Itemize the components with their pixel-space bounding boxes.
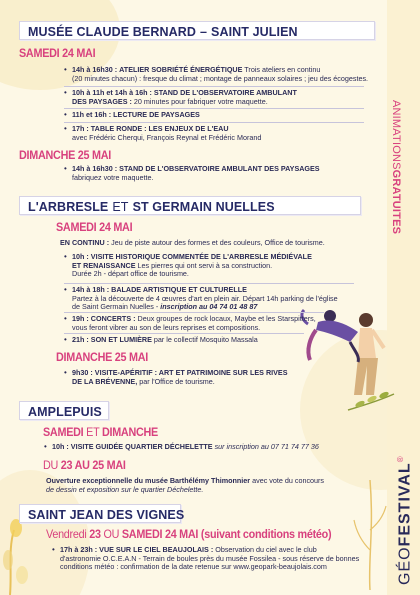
event-item [64, 65, 372, 83]
event-item [60, 239, 360, 248]
event-desc: Trois ateliers en continu [244, 65, 321, 74]
brand-part2: FESTIVAL [396, 462, 414, 547]
title-separator: – [199, 25, 208, 39]
bullet: • [64, 164, 67, 173]
event-time: 11h et 16h : [72, 110, 112, 119]
event-desc: inscription au 04 74 01 48 87 [160, 302, 258, 312]
day-heading [43, 458, 126, 472]
event-name: DE LA BRÉVENNE, [72, 376, 138, 386]
day-label: 23 AU 25 MAI [60, 458, 126, 472]
event-desc: de dessin et exposition sur le quartier Déchelette. [46, 484, 204, 494]
event-name: DES PAYSAGES : [72, 96, 132, 106]
event-time: 9h30 : [72, 368, 93, 377]
bullet: • [52, 545, 55, 554]
bullet: • [64, 252, 67, 261]
day-label: DIMANCHE 25 MAI [56, 350, 148, 364]
divider [64, 108, 364, 109]
event-name: VISITE-APÉRITIF : ART ET PATRIMOINE SUR LES RIVES [94, 368, 288, 377]
divider [64, 312, 324, 313]
day-label: DIMANCHE [101, 425, 158, 439]
section-header-arbresle [19, 196, 361, 215]
event-item [64, 110, 372, 120]
day-note: (suivant conditions météo) [200, 527, 332, 541]
divider [64, 122, 364, 123]
event-desc: sur inscription au 07 71 74 77 36 [214, 442, 319, 451]
day-heading [56, 220, 132, 234]
section-title: AMPLEPUIS [28, 405, 102, 419]
event-time: 21h : [72, 335, 89, 344]
event-item [64, 368, 372, 386]
day-heading [46, 527, 331, 541]
event-time: 10h : [72, 252, 89, 261]
event-name: LECTURE DE PAYSAGES [113, 110, 200, 119]
day-heading [56, 350, 148, 364]
brand-mark: ® [396, 455, 405, 463]
day-label: DIMANCHE 25 MAI [19, 148, 111, 162]
event-name: ET RENAISSANCE [72, 260, 136, 270]
day-label: 23 [89, 527, 101, 541]
event-desc: conditions météo : confirmation de la date retenue sur www.geopark-beaujolais.com [60, 562, 327, 572]
event-item [52, 545, 382, 572]
event-desc: par le collectif Mosquito Massala [153, 335, 258, 344]
day-connector: DU [43, 458, 59, 472]
event-item [64, 314, 372, 332]
bullet: • [64, 65, 67, 74]
day-label: SAMEDI 24 MAI [19, 46, 96, 60]
title-connector: ET [112, 200, 129, 214]
event-desc: d'astronomie O.C.E.A.N - Terrain de boules près du musée Fossilea - sous réserve de bonnes [60, 553, 360, 563]
event-desc: par l'Office de tourisme. [139, 376, 215, 386]
event-name: TABLE RONDE : LES ENJEUX DE L'EAU [90, 124, 229, 133]
free-activities-label [390, 100, 402, 234]
event-name: VUE SUR LE CIEL BEAUJOLAIS : [99, 545, 214, 554]
section-title: MUSÉE CLAUDE BERNARD [28, 25, 196, 39]
side-label-part1: ANIMATIONS [390, 100, 402, 170]
event-item [46, 477, 376, 494]
event-name: STAND DE L'OBSERVATOIRE AMBULANT [153, 88, 297, 97]
event-time: 10h : [52, 442, 69, 451]
day-connector: ET [86, 425, 100, 439]
event-time: 17h : [72, 124, 89, 133]
bullet: • [64, 88, 67, 97]
event-desc: avec vote du concours [252, 476, 325, 485]
event-item [64, 124, 372, 142]
event-item [64, 335, 372, 345]
event-time: 14h à 16h30 : [72, 65, 118, 74]
event-time: 14h à 18h : [72, 285, 110, 294]
event-time: 19h : [72, 314, 89, 323]
side-label-part2: GRATUITES [390, 169, 402, 235]
day-label: SAMEDI [43, 425, 84, 439]
event-desc: Observation du ciel avec le club [215, 545, 317, 554]
brand-part1: GÉO [396, 546, 414, 585]
divider [64, 333, 304, 334]
day-heading [19, 148, 111, 162]
bullet: • [64, 124, 67, 133]
event-desc: fabriquez votre maquette. [72, 172, 154, 182]
event-name: CONCERTS : [90, 314, 136, 323]
bullet: • [64, 110, 67, 119]
section-header-amplepuis [19, 401, 109, 420]
event-name: VISITE HISTORIQUE COMMENTÉE DE L'ARBRESLE MÉDIÉVALE [90, 252, 312, 261]
event-desc: Jeu de piste autour des formes et des couleurs, Office de tourisme. [111, 238, 325, 247]
event-time: 17h à 23h : [60, 545, 98, 554]
bullet: • [64, 314, 67, 323]
day-heading [19, 46, 95, 60]
event-name: STAND DE L'OBSERVATOIRE AMBULANT DES PAYSAGES [119, 164, 320, 173]
event-desc: 20 minutes pour fabriquer votre maquette. [133, 96, 268, 106]
section-subtitle: ST GERMAIN NUELLES [132, 200, 275, 214]
event-name: Ouverture exceptionnelle du musée Barthélémy Thimonnier [46, 476, 251, 485]
event-name: VISITE GUIDÉE QUARTIER DÉCHELETTE [70, 442, 213, 451]
bullet: • [44, 442, 47, 451]
event-item [64, 285, 372, 312]
divider [64, 283, 354, 284]
event-time: 10h à 11h et 14h à 16h : [72, 88, 152, 97]
section-title: L'ARBRESLE [28, 200, 109, 214]
day-label: SAMEDI 24 MAI [56, 220, 133, 234]
bullet: • [64, 285, 67, 294]
day-heading [43, 425, 158, 439]
event-desc: Partez à la découverte de 4 œuvres d'art en plein air. Départ 14h parking de l'église [72, 293, 338, 303]
day-label: SAMEDI 24 MAI [121, 527, 199, 541]
event-item [44, 442, 372, 452]
event-item [64, 88, 372, 106]
divider [64, 86, 364, 87]
section-header-musee-claude-bernard [19, 21, 375, 40]
section-header-saint-jean-des-vignes [19, 504, 185, 523]
event-name: ATELIER SOBRIÉTÉ ÉNERGÉTIQUE [119, 65, 243, 74]
section-subtitle: SAINT JULIEN [211, 25, 298, 39]
day-connector: OU [103, 527, 120, 541]
bullet: • [64, 368, 67, 377]
event-name: BALADE ARTISTIQUE ET CULTURELLE [111, 285, 247, 294]
event-desc: Deux groupes de rock locaux, Maybe et les Starspitters, [137, 314, 316, 323]
day-connector: Vendredi [46, 527, 87, 541]
bullet: • [64, 335, 67, 344]
event-desc: (20 minutes chacun) : fresque du climat ; montage de panneaux solaires ; jeu des écogestes. [72, 73, 369, 83]
geofestival-brand [396, 455, 414, 585]
event-time: 14h à 16h30 : [72, 164, 118, 173]
event-item [64, 252, 372, 279]
event-desc: Durée 2h - départ office de tourisme. [72, 269, 189, 279]
event-name: SON ET LUMIÈRE [90, 335, 152, 344]
event-desc: vous feront vibrer au son de leurs reprises et compositions. [72, 322, 261, 332]
event-desc: Les pierres qui ont servi à sa construction. [137, 260, 273, 270]
event-time: EN CONTINU : [60, 238, 110, 247]
event-item [64, 164, 372, 182]
event-desc: avec Frédéric Cherqui, François Reynal et Frédéric Morand [72, 132, 262, 142]
event-desc: de Saint Germain Nuelles - [72, 302, 159, 312]
section-title: SAINT JEAN DES VIGNES [28, 508, 185, 522]
